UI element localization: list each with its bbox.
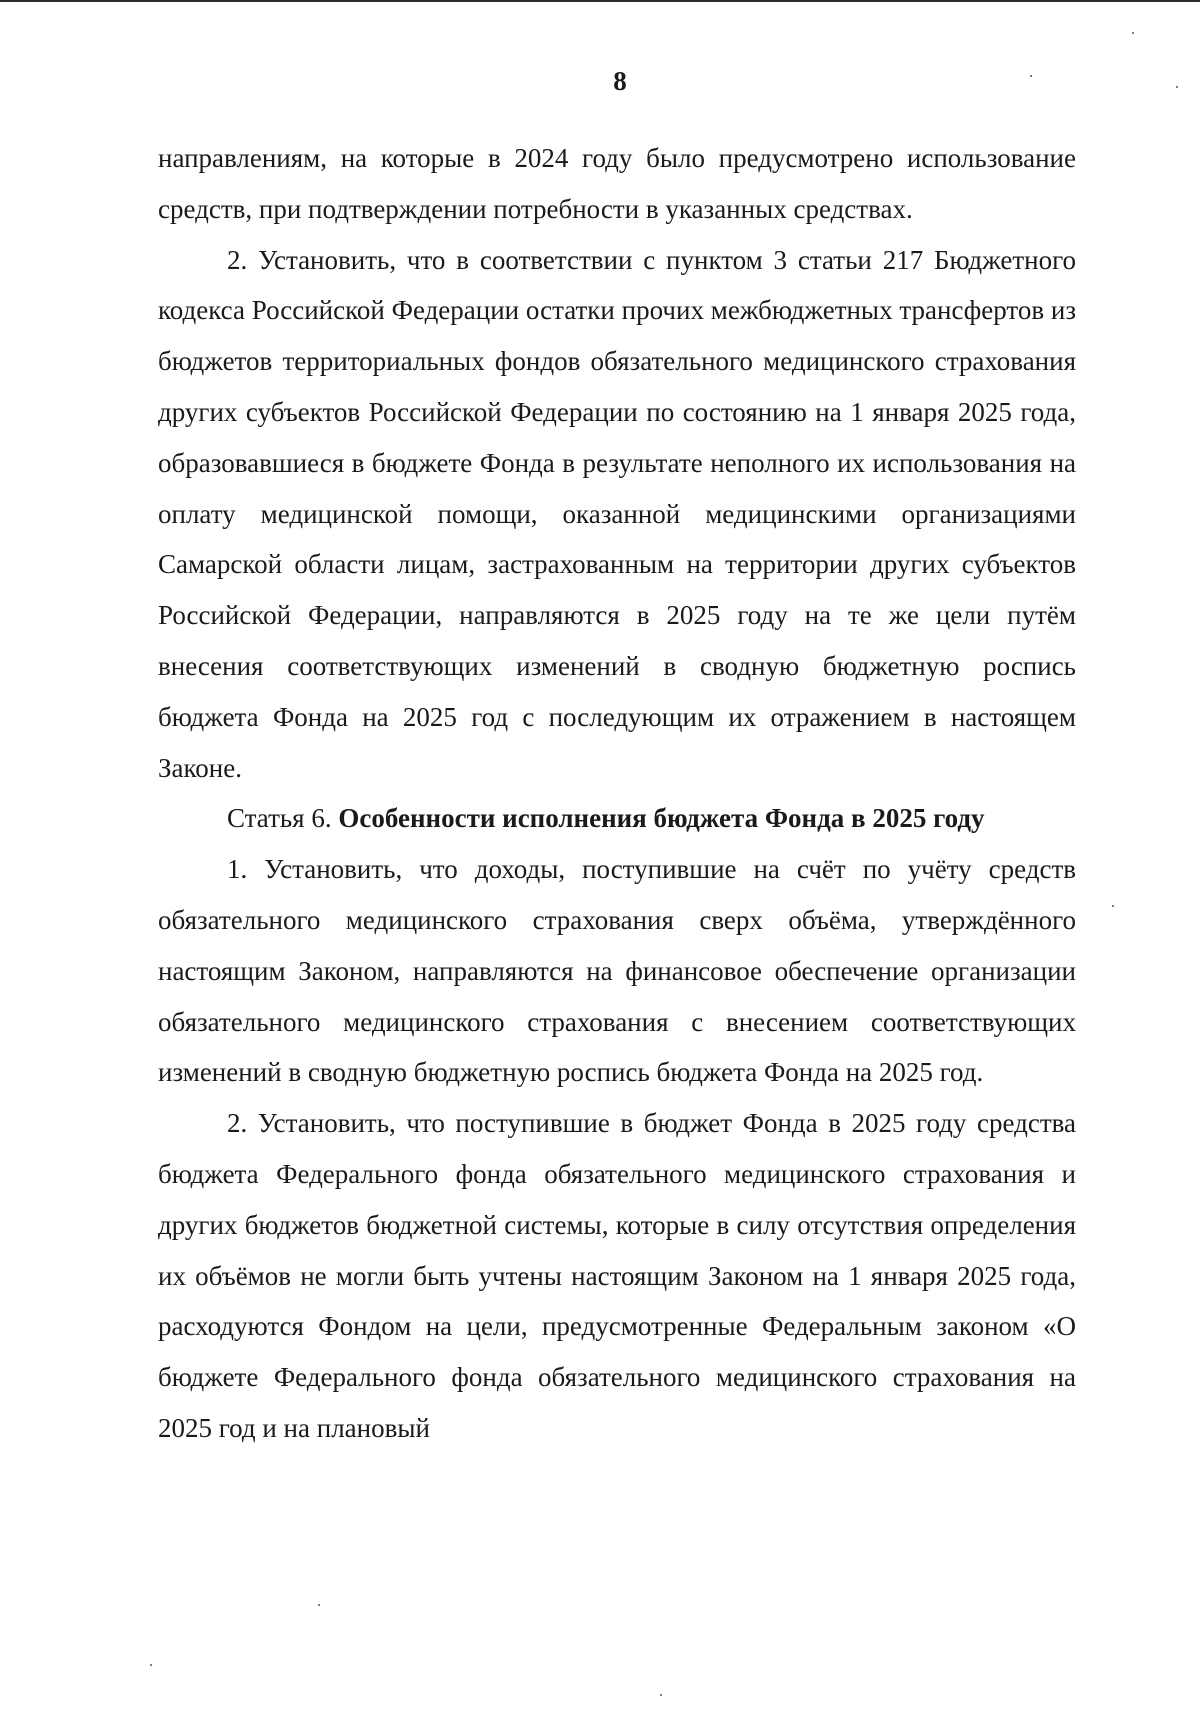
article-paragraph-2: 2. Установить, что поступившие в бюджет Фонда в 2025 году средства бюджета Федерального фонда обязательного медицинского страхования и других бюджетов бюджетной системы, которые в силу отсутствия определения их объёмов не могли быть учтены настоящим Законом на 1 января 2025 года, расходуются Фондом на цели, предусмотренные Федеральным законом «О бюджете Федерального фонда обязательного медицинского страхования на 2025 год и на плановый bbox=[158, 1108, 1076, 1443]
scan-speck bbox=[318, 1604, 320, 1606]
scan-speck bbox=[1176, 86, 1178, 88]
article-title: Особенности исполнения бюджета Фонда в 2025 году bbox=[338, 803, 985, 834]
scan-speck bbox=[1030, 75, 1032, 77]
page-number: 8 bbox=[613, 66, 627, 96]
scan-speck bbox=[1132, 32, 1134, 34]
article-paragraph-1: 1. Установить, что доходы, поступившие на счёт по учёту средств обязательного медицинского страхования сверх объёма, утверждённого настоящим Законом, направляются на финансовое обеспечение организации обязательного медицинского страхования с внесением соответствующих изменений в сводную бюджетную роспись бюджета Фонда на 2025 год. bbox=[158, 854, 1076, 1088]
scan-top-edge bbox=[0, 0, 1200, 2]
scan-speck bbox=[1112, 905, 1114, 907]
paragraph-continuation: направлениям, на которые в 2024 году было предусмотрено использование средств, при подтверждении потребности в указанных средствах. bbox=[158, 143, 1076, 224]
paragraph-item-2-residuals: 2. Установить, что в соответствии с пунктом 3 статьи 217 Бюджетного кодекса Российской Федерации остатки прочих межбюджетных трансфертов из бюджетов территориальных фондов обязательного медицинского страхования других субъектов Российской Федерации по состоянию на 1 января 2025 года, образовавшиеся в бюджете Фонда в результате неполного их использования на оплату медицинской помощи, оказанной медицинскими организациями Самарской области лицам, застрахованным на территории других субъектов Российской Федерации, направляются в 2025 году на те же цели путём внесения соответствующих изменений в сводную бюджетную роспись бюджета Фонда на 2025 год с последующим их отражением в настоящем Законе. bbox=[158, 244, 1076, 783]
body-text bbox=[158, 133, 1076, 1454]
scan-speck bbox=[150, 1664, 152, 1666]
scan-speck bbox=[660, 1694, 662, 1696]
article-heading bbox=[158, 793, 1076, 844]
article-label: Статья 6. bbox=[227, 803, 332, 834]
